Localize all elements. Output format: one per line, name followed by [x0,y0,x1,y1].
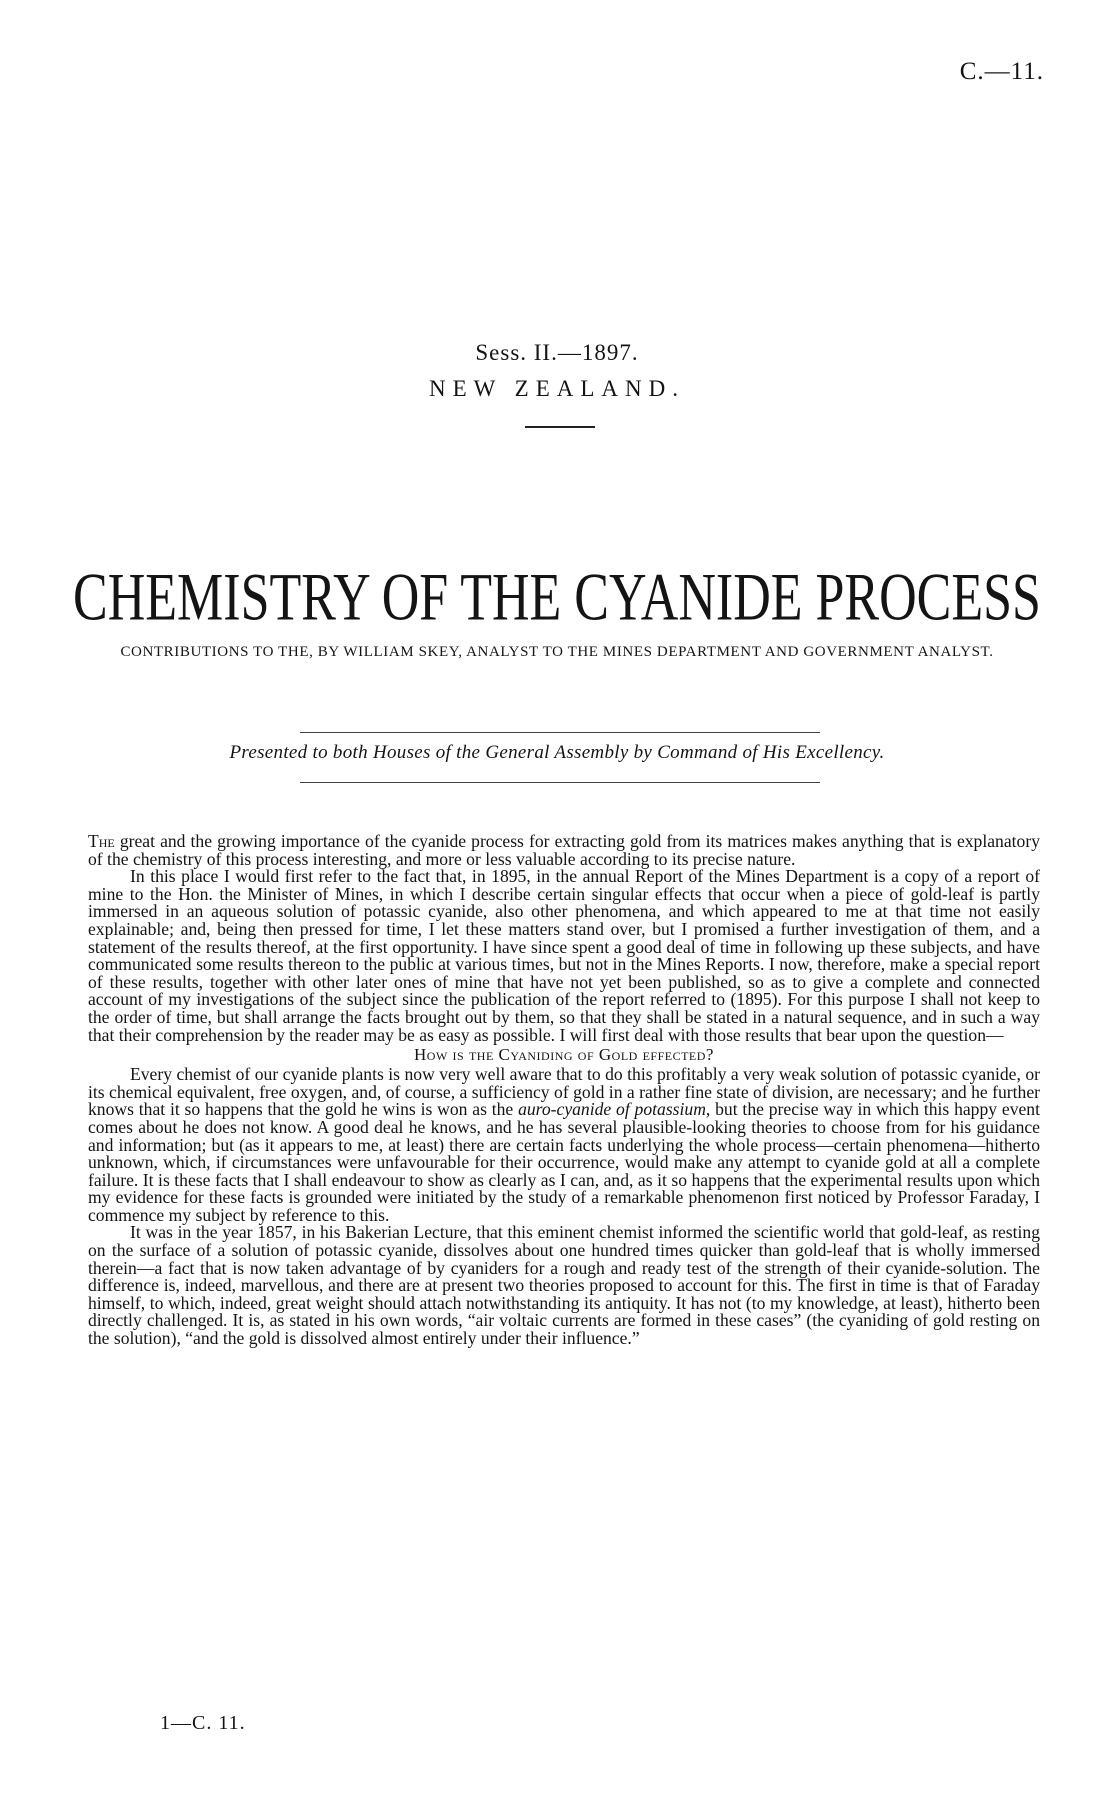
presented-line: Presented to both Houses of the General Assembly by Command of His Excellency. [229,742,885,763]
paragraph-3-italic: auro-cyanide of potassium [518,1099,706,1120]
paragraph-3-text-before: Every chemist of our cyanide plants is now very well aware that to do this profitably a very weak solution of potassic cyanide, or its chemical equivalent, free oxygen, and, of course, a sufficiency of gold in a rather fine state of division, are necessary; and he further knows that it so happens that the gold he wins is won as the [88,1064,1040,1120]
presented-rule-bottom [300,782,820,783]
presented-rule-top [300,732,820,733]
paragraph-4: It was in the year 1857, in his Bakerian Lecture, that this eminent chemist informed the scientific world that gold-leaf, as resting on the surface of a solution of potassic cyanide, dissolves about one hundred times quicker than gold-leaf that is wholly immersed therein—a fact that is now taken advantage of by cyaniders for a rough and ready test of the strength of their cyanide-solution. The difference is, indeed, marvellous, and there are at present two theories proposed to account for this. The first in time is that of Faraday himself, to which, indeed, great weight should attach notwithstanding its antiquity. It has not (to my knowledge, at least), hitherto been directly challenged. It is, as stated in his own words, “air voltaic currents are formed in these cases” (the cyaniding of gold resting on the solution), “and the gold is dissolved almost entirely under their influence.” [88,1222,1040,1349]
paragraph-1 [88,833,1040,868]
body-text [88,833,1040,1348]
page-reference: C.—11. [959,58,1044,85]
paragraph-3-text-after: , but the precise way in which this happy event comes about he does not know. A good deal he knows, and he has several plausible-looking theories to choose from for his guidance and information; but (as it appears to me, at least) there are certain facts underlying the whole process—certain phenomena—hitherto unknown, which, if circumstances were unfavourable for their occurrence, would make any attempt to cyanide gold at all a complete failure. It is these facts that I shall endeavour to show as clearly as I can, and, as it so happens that the experimental results upon which my evidence for these facts is grounded were initiated by the study of a remarkable phenomenon first noticed by Professor Faraday, I commence my subject by reference to this. [88,1099,1040,1225]
country-line: NEW ZEALAND. [428,376,686,401]
masthead-divider [525,426,595,428]
document-title: CHEMISTRY OF THE CYANIDE PROCESS [73,561,1041,636]
paragraph-3 [88,1066,1040,1224]
paragraph-1-text: great and the growing importance of the cyanide process for extracting gold from its matrices makes anything that is explanatory of the chemistry of this process interesting, and more or less valuable according to its precise nature. [88,831,1040,869]
document-subtitle: CONTRIBUTIONS TO THE, BY WILLIAM SKEY, ANALYST TO THE MINES DEPARTMENT AND GOVERNMENT ANALYST. [120,644,994,660]
section-heading: How is the Cyaniding of Gold effected? [414,1045,714,1065]
footer-signature: 1—C. 11. [160,1712,246,1734]
paragraph-2: In this place I would first refer to the fact that, in 1895, in the annual Report of the Mines Department is a copy of a report of mine to the Hon. the Minister of Mines, in which I describe certain singular effects that occur when a piece of gold-leaf is partly immersed in an aqueous solution of potassic cyanide, also other phenomena, and which appeared to me at that time not easily explainable; and, being then pressed for time, I let these matters stand over, but I promised a further investigation of them, and a statement of the results thereof, at the first opportunity. I have since spent a good deal of time in following up these subjects, and have communicated some results thereon to the public at various times, but not in the Mines Reports. I now, therefore, make a special report of these results, together with other later ones of mine that have not yet been published, so as to give a complete and connected account of my investigations of the subject since the publication of the report referred to (1895). For this purpose I shall not keep to the order of time, but shall arrange the facts brought out by them, so that they shall be stated in a natural sequence, and in such a way that their comprehension by the reader may be as easy as possible. I will first deal with those results that bear upon the question— [88,866,1040,1045]
session-line: Sess. II.—1897. [475,340,639,365]
paragraph-1-lead: The [88,831,115,851]
